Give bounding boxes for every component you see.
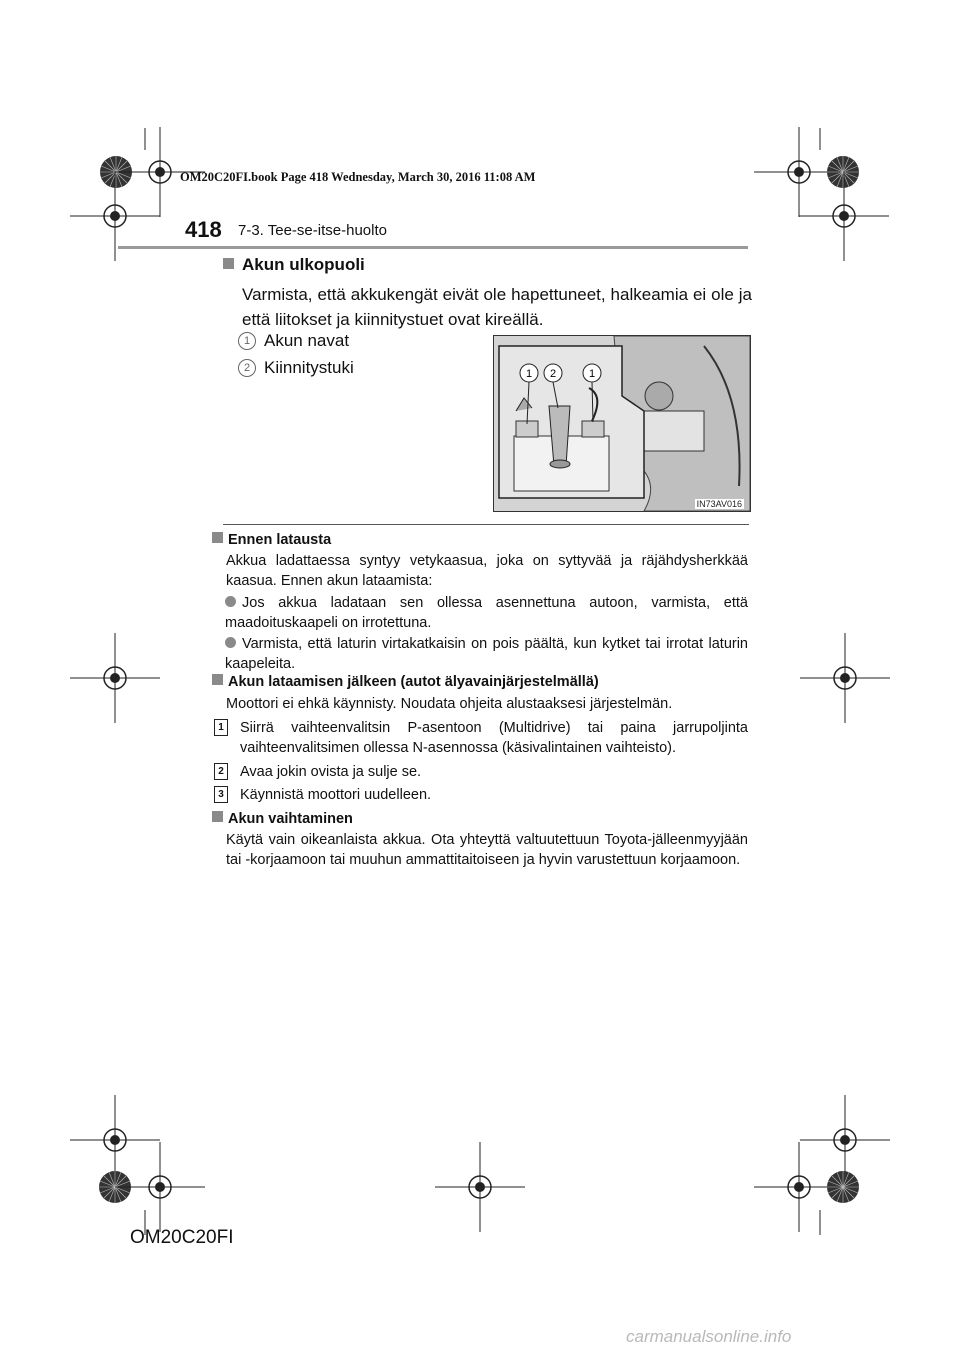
figure-callout: 2 <box>549 368 557 380</box>
legend-item <box>238 358 354 378</box>
crosshair-mark <box>800 633 890 723</box>
exterior-text: Varmista, että akkukengät eivät ole hapettuneet, halkeamia ei ole ja että liitokset ja kiinnitystuet ovat kireällä. <box>242 285 752 329</box>
after-charging-heading: Akun lataamisen jälkeen (autot älyavainjärjestelmällä) <box>212 674 599 690</box>
bullet-item: Jos akkua ladataan sen ollessa asennettuna autoon, varmista, että maadoituskaapeli on irrotettuna. <box>225 595 748 631</box>
battery-drawing <box>494 336 750 511</box>
after-charging-text: Moottori ei ehkä käynnisty. Noudata ohjeita alustaaksesi järjestelmän. <box>226 696 673 712</box>
page-number: 418 <box>185 217 222 242</box>
step-number: 1 <box>214 719 228 736</box>
crosshair-mark <box>435 1142 525 1232</box>
square-bullet-icon <box>212 811 223 822</box>
round-bullet-icon <box>225 637 236 648</box>
square-bullet-icon <box>212 532 223 543</box>
book-info: OM20C20FI.book Page 418 Wednesday, March 30, 2016 11:08 AM <box>180 170 536 184</box>
round-bullet-icon <box>225 596 236 607</box>
crosshair-mark <box>70 633 160 723</box>
callout-number: 2 <box>238 359 256 377</box>
figure-callout: 1 <box>525 368 533 380</box>
section-title: 7-3. Tee-se-itse-huolto <box>238 222 387 239</box>
crosshair-mark <box>799 171 889 261</box>
step-item: 2 Avaa jokin ovista ja sulje se. <box>214 762 748 782</box>
step-number: 2 <box>214 763 228 780</box>
callout-number: 1 <box>238 332 256 350</box>
section-divider <box>223 524 749 525</box>
bullet-item: Varmista, että laturin virtakatkaisin on pois päältä, kun kytket tai irrotat laturin kaapeleita. <box>225 636 748 672</box>
replacing-heading: Akun vaihtaminen <box>212 811 353 827</box>
watermark: carmanualsonline.info <box>626 1327 792 1346</box>
figure-code: IN73AV016 <box>696 499 742 509</box>
footer-code: OM20C20FI <box>130 1227 234 1248</box>
legend-label: Kiinnitystuki <box>264 358 354 377</box>
sunburst-mark-top-right <box>827 156 859 188</box>
battery-illustration <box>493 335 751 512</box>
exterior-heading: Akun ulkopuoli <box>223 255 365 275</box>
before-charging-text: Akkua ladattaessa syntyy vetykaasua, joka on syttyvää ja räjähdysherkkää kaasua. Ennen akun lataamista: <box>226 553 748 589</box>
header-rule <box>118 246 748 249</box>
square-bullet-icon <box>212 674 223 685</box>
replacing-text: Käytä vain oikeanlaista akkua. Ota yhteyttä valtuutettuun Toyota-jälleenmyyjään tai -korjaamoon tai muuhun ammattitaitoiseen ja hyvin varustettuun korjaamoon. <box>226 832 748 868</box>
legend-label: Akun navat <box>264 331 350 350</box>
crosshair-mark <box>115 1142 205 1232</box>
sunburst-mark-bottom-right <box>827 1171 859 1203</box>
step-number: 3 <box>214 786 228 803</box>
legend-item <box>238 331 349 351</box>
figure-callout: 1 <box>588 368 596 380</box>
square-bullet-icon <box>223 258 234 269</box>
before-charging-heading: Ennen latausta <box>212 532 331 548</box>
step-item: 1 Siirrä vaihteenvalitsin P-asentoon (Multidrive) tai paina jarrupoljinta vaihteenvalitsimen ollessa N-asennossa (käsivalintainen vaihteisto). <box>214 718 748 758</box>
step-item: 3 Käynnistä moottori uudelleen. <box>214 785 748 805</box>
